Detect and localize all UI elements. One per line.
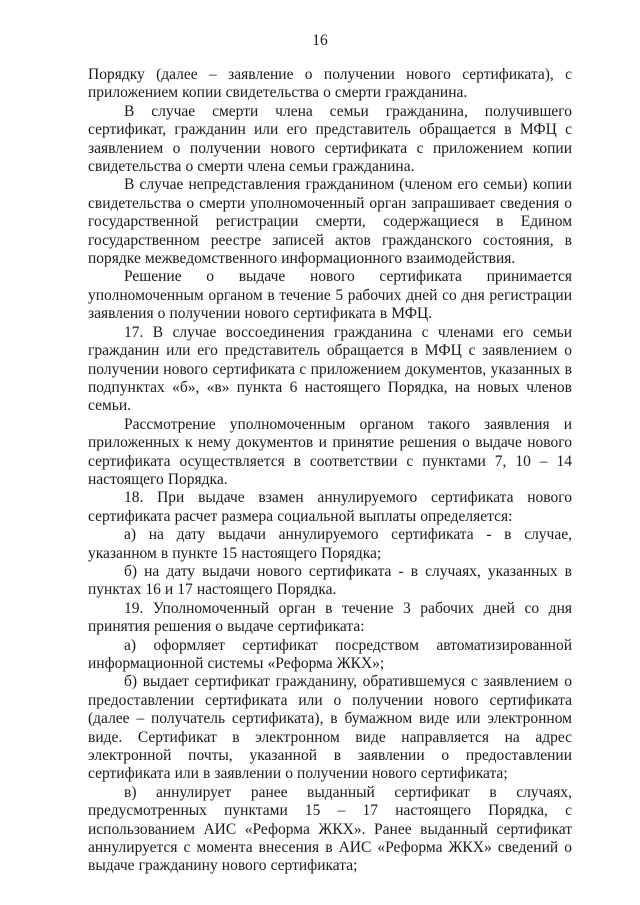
subitem-b: б) на дату выдачи нового сертификата - в случаях, указанных в пунктах 16 и 17 настоящего Порядка. [88,562,572,599]
paragraph-continuation: Порядку (далее – заявление о получении нового сертификата), с приложением копии свидетельства о смерти гражданина. [88,66,572,102]
paragraph: Решение о выдаче нового сертификата принимается уполномоченным органом в течение 5 рабочих дней со дня регистрации заявления о получении нового сертификата в МФЦ. [88,268,572,323]
paragraph-item-18: 18. При выдаче взамен аннулируемого сертификата нового сертификата расчет размера социальной выплаты определяется: [88,489,572,525]
paragraph: В случае смерти члена семьи гражданина, получившего сертификат, гражданин или его представитель обращается в МФЦ с заявлением о получении нового сертификата с приложением копии свидетельства о смерти члена семьи гражданина. [88,102,572,176]
subitem-b: б) выдает сертификат гражданину, обратившемуся с заявлением о предоставлении сертификата или о получении нового сертификата (далее – получатель сертификата), в бумажном виде или электронном виде. Сертификат в электронном виде направляется на адрес электронной почты, указанной в заявлении о предоставлении сертификата или в заявлении о получении нового сертификата; [88,673,572,783]
paragraph-item-17: 17. В случае воссоединения гражданина с членами его семьи гражданин или его представитель обращается в МФЦ с заявлением о получении нового сертификата с приложением документов, указанных в подпунктах «б», «в» пункта 6 настоящего Порядка, на новых членов семьи. [88,323,572,415]
document-body [88,66,572,876]
subitem-c: в) аннулирует ранее выданный сертификат в случаях, предусмотренных пунктами 15 – 17 настоящего Порядка, с использованием АИС «Реформа ЖКХ». Ранее выданный сертификат аннулируется с момента внесения в АИС «Реформа ЖКХ» сведений о выдаче гражданину нового сертификата; [88,783,572,875]
page-number: 16 [312,32,328,49]
paragraph: Рассмотрение уполномоченным органом такого заявления и приложенных к нему документов и принятие решения о выдаче нового сертификата осуществляется в соответствии с пунктами 7, 10 – 14 настоящего Порядка. [88,415,572,488]
subitem-a: а) оформляет сертификат посредством автоматизированной информационной системы «Реформа ЖКХ»; [88,636,572,672]
paragraph: В случае непредставления гражданином (членом его семьи) копии свидетельства о смерти уполномоченный орган запрашивает сведения о государственной регистрации смерти, содержащиеся в Едином государственном реестре записей актов гражданского состояния, в порядке межведомственного информационного взаимодействия. [88,176,572,268]
subitem-a: а) на дату выдачи аннулируемого сертификата - в случае, указанном в пункте 15 настоящего Порядка; [88,526,572,562]
paragraph-item-19: 19. Уполномоченный орган в течение 3 рабочих дней со дня принятия решения о выдаче сертификата: [88,599,572,636]
